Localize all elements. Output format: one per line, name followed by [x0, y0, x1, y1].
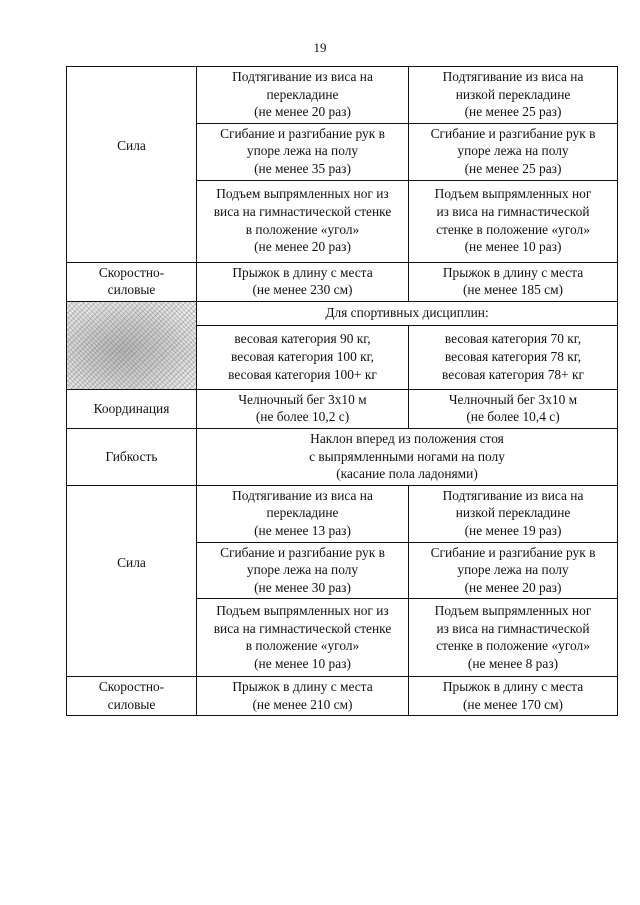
table-row	[67, 67, 618, 124]
category-strength: Сила	[67, 485, 197, 677]
norm-cell: Сгибание и разгибание рук в упоре лежа на полу (не менее 20 раз)	[409, 542, 618, 599]
table-row	[67, 677, 618, 716]
norm-cell: Подъем выпрямленных ног из виса на гимнастической стенке в положение «угол» (не менее 10 раз)	[409, 180, 618, 262]
obscured-cell	[67, 301, 197, 389]
table-row	[67, 485, 618, 542]
category-strength: Сила	[67, 67, 197, 263]
table-row	[67, 262, 618, 301]
scan-noise	[67, 302, 196, 389]
norm-cell: Прыжок в длину с места (не менее 170 см)	[409, 677, 618, 716]
table-row	[67, 301, 618, 325]
norm-cell: Подъем выпрямленных ног из виса на гимнастической стенке в положение «угол» (не менее 20 раз)	[197, 180, 409, 262]
norm-cell: Подъем выпрямленных ног из виса на гимнастической стенке в положение «угол» (не менее 10 раз)	[197, 599, 409, 677]
disciplines-header: Для спортивных дисциплин:	[197, 301, 618, 325]
page-number: 19	[313, 40, 327, 55]
table-row	[67, 389, 618, 428]
norm-cell: Подтягивание из виса на перекладине (не менее 13 раз)	[197, 485, 409, 542]
weight-categories-left: весовая категория 90 кг, весовая категория 100 кг, весовая категория 100+ кг	[197, 325, 409, 389]
norm-cell: Сгибание и разгибание рук в упоре лежа на полу (не менее 30 раз)	[197, 542, 409, 599]
flexibility-norm: Наклон вперед из положения стоя с выпрямленными ногами на полу (касание пола ладонями)	[197, 428, 618, 485]
norm-cell: Подтягивание из виса на низкой перекладине (не менее 25 раз)	[409, 67, 618, 124]
category-coordination: Координация	[67, 389, 197, 428]
norm-cell: Сгибание и разгибание рук в упоре лежа на полу (не менее 35 раз)	[197, 123, 409, 180]
category-speed-strength: Скоростно- силовые	[67, 262, 197, 301]
norm-cell: Подтягивание из виса на перекладине (не менее 20 раз)	[197, 67, 409, 124]
norm-cell: Подъем выпрямленных ног из виса на гимнастической стенке в положение «угол» (не менее 8 раз)	[409, 599, 618, 677]
norm-cell: Сгибание и разгибание рук в упоре лежа на полу (не менее 25 раз)	[409, 123, 618, 180]
norm-cell: Челночный бег 3х10 м (не более 10,4 с)	[409, 389, 618, 428]
norm-cell: Прыжок в длину с места (не менее 185 см)	[409, 262, 618, 301]
table-row	[67, 428, 618, 485]
category-speed-strength: Скоростно- силовые	[67, 677, 197, 716]
weight-categories-right: весовая категория 70 кг, весовая категория 78 кг, весовая категория 78+ кг	[409, 325, 618, 389]
category-flexibility: Гибкость	[67, 428, 197, 485]
norm-cell: Подтягивание из виса на низкой перекладине (не менее 19 раз)	[409, 485, 618, 542]
norms-table	[66, 66, 618, 716]
norm-cell: Прыжок в длину с места (не менее 210 см)	[197, 677, 409, 716]
norm-cell: Прыжок в длину с места (не менее 230 см)	[197, 262, 409, 301]
norm-cell: Челночный бег 3х10 м (не более 10,2 с)	[197, 389, 409, 428]
